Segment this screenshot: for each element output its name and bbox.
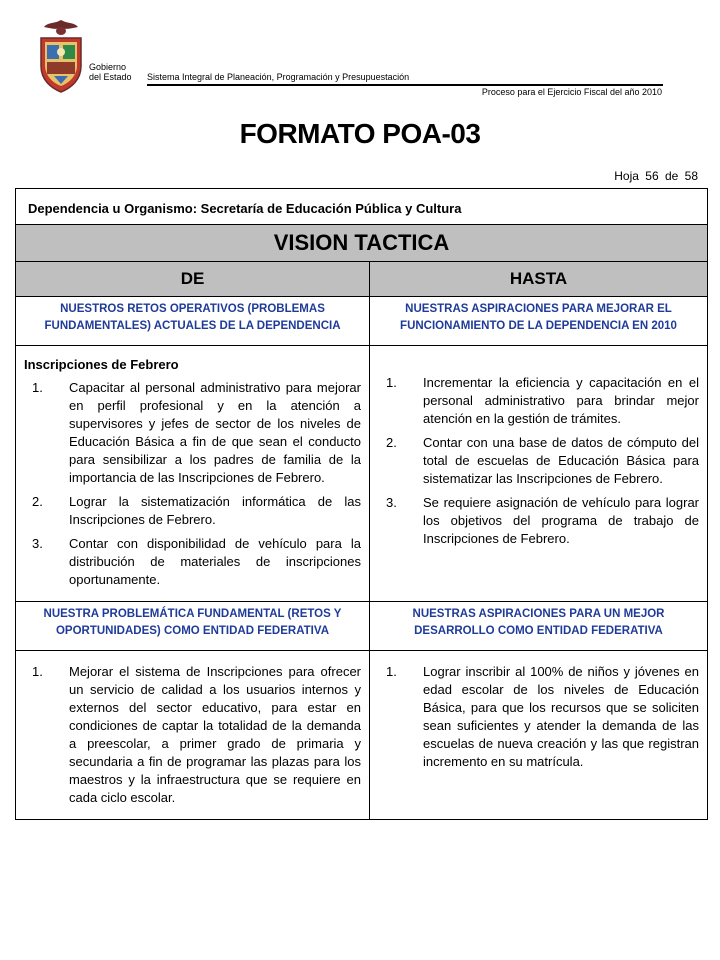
list-item (378, 374, 699, 428)
section1-left-content (16, 346, 370, 602)
process-label: Proceso para el Ejercicio Fiscal del año 2010 (481, 87, 662, 97)
sheet-number: Hoja 56 de 58 (614, 169, 698, 183)
state-coat-of-arms-icon (36, 18, 86, 96)
column-header-hasta: HASTA (370, 262, 708, 297)
section1-right-content (370, 346, 708, 602)
document-header (0, 0, 720, 110)
item-text: Se requiere asignación de vehículo para lograr los objetivos del programa de trabajo de Inscripciones de Febrero. (423, 495, 699, 546)
section2-left-header: NUESTRA PROBLEMÁTICA FUNDAMENTAL (RETOS Y OPORTUNIDADES) COMO ENTIDAD FEDERATIVA (16, 602, 370, 651)
list-item (378, 434, 699, 488)
system-name: Sistema Integral de Planeación, Programación y Presupuestación (147, 72, 410, 82)
list-item (378, 663, 699, 771)
section2-right-header: NUESTRAS ASPIRACIONES PARA UN MEJOR DESARROLLO COMO ENTIDAD FEDERATIVA (370, 602, 708, 651)
item-number: 1. (32, 664, 43, 679)
section1-intro: Inscripciones de Febrero (24, 357, 179, 372)
item-text: Lograr inscribir al 100% de niños y jóvenes en edad escolar de los niveles de Educación Básica, para que los recursos que se soliciten sean suficientes y atender la demanda de las escuelas de nueva creación y las que registran incremento en su matrícula. (423, 664, 699, 769)
column-header-de: DE (16, 262, 370, 297)
item-text: Contar con disponibilidad de vehículo para la distribución de materiales de inscripciones oportunamente. (69, 536, 361, 587)
vision-heading: VISION TACTICA (16, 225, 708, 262)
item-number: 3. (32, 536, 43, 551)
item-number: 3. (386, 495, 397, 510)
item-number: 1. (32, 380, 43, 395)
list-item (24, 535, 361, 589)
section2-right-content (370, 651, 708, 820)
dependency-row: Dependencia u Organismo: Secretaría de Educación Pública y Cultura (16, 189, 708, 225)
list-item (24, 379, 361, 487)
item-number: 1. (386, 375, 397, 390)
section1-left-header: NUESTROS RETOS OPERATIVOS (PROBLEMAS FUNDAMENTALES) ACTUALES DE LA DEPENDENCIA (16, 297, 370, 346)
list-item (24, 663, 361, 807)
list-item (24, 493, 361, 529)
item-text: Incrementar la eficiencia y capacitación en el personal administrativo para brindar mejor atención en la gestión de trámites. (423, 375, 699, 426)
page-title: FORMATO POA-03 (239, 118, 481, 149)
item-number: 1. (386, 664, 397, 679)
vision-table (15, 188, 708, 820)
section1-right-header: NUESTRAS ASPIRACIONES PARA MEJORAR EL FUNCIONAMIENTO DE LA DEPENDENCIA EN 2010 (370, 297, 708, 346)
item-text: Contar con una base de datos de cómputo del total de escuelas de Educación Básica para sistematizar las Inscripciones de Febrero. (423, 435, 699, 486)
item-text: Capacitar al personal administrativo para mejorar en perfil profesional y en la atención a supervisores y jefes de sector de los niveles de Educación Básica a fin de que sean el conducto para sensibilizar a los padres de familia de la importancia de las Inscripciones de Febrero. (69, 380, 361, 485)
header-divider (147, 84, 663, 86)
item-text: Mejorar el sistema de Inscripciones para ofrecer un servicio de calidad a los usuarios internos y externos del sector educativo, para estar en condiciones de captar la totalidad de la demanda a preescolar, a primer grado de primaria y secundaria a fin de programar las plazas para los maestros y la infraestructura que se requiere en cada ciclo escolar. (69, 664, 361, 805)
item-number: 2. (386, 435, 397, 450)
item-text: Lograr la sistematización informática de las Inscripciones de Febrero. (69, 494, 361, 527)
gov-line-2: del Estado (89, 72, 132, 82)
section2-left-content (16, 651, 370, 820)
government-label (89, 62, 132, 82)
gov-line-1: Gobierno (89, 62, 127, 72)
list-item (378, 494, 699, 548)
item-number: 2. (32, 494, 43, 509)
